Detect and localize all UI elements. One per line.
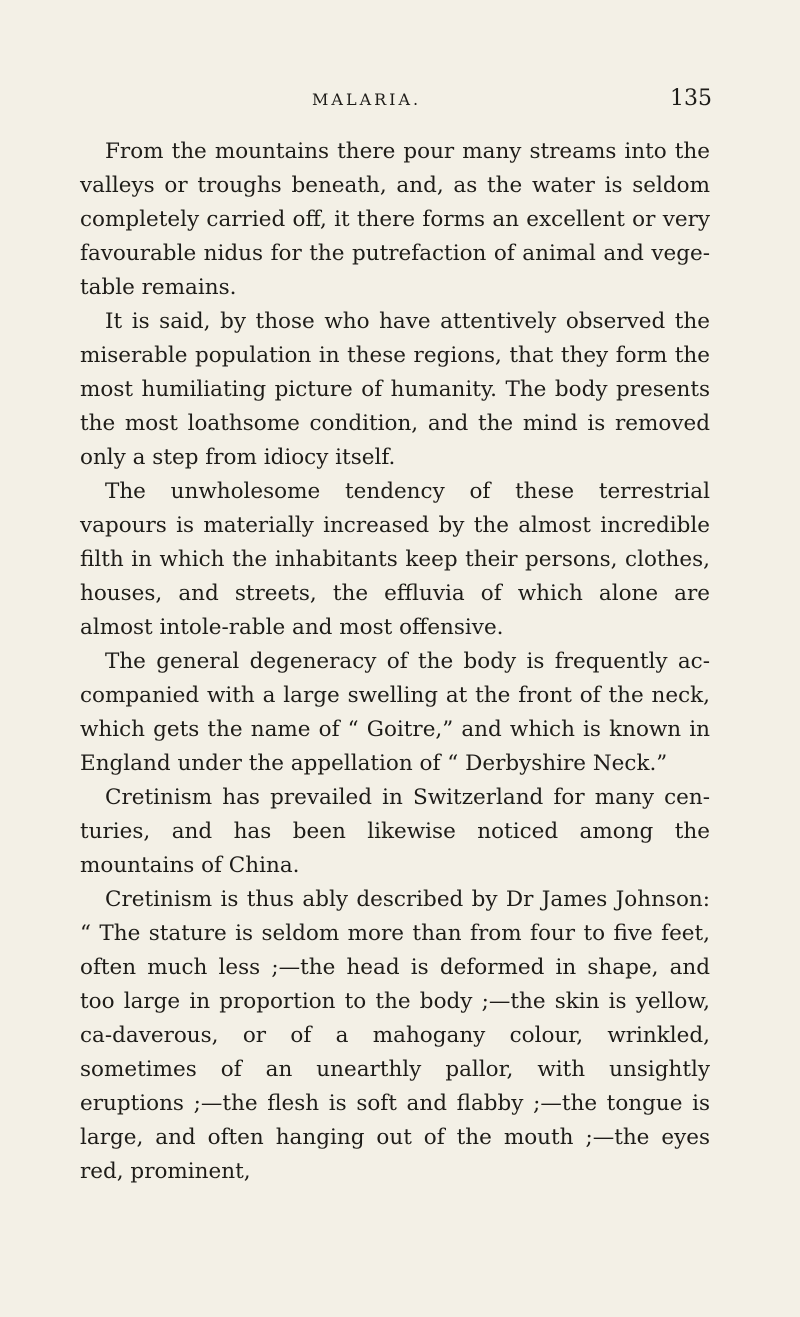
paragraph-unwholesome-tendency: The unwholesome tendency of these terrestrial vapours is materially increased by the almost incredible filth in which the inhabitants keep their persons, clothes, houses, and streets, the effluvia of which alone are almost intole-rable and most offensive. bbox=[80, 479, 710, 640]
paragraph-goitre: The general degeneracy of the body is frequently ac-companied with a large swelling at the front of the neck, which gets the name of “ Goitre,” and which is known in England under the appellation of “ Derbyshire Neck.” bbox=[80, 649, 710, 776]
body-text bbox=[80, 135, 710, 1189]
paragraph-cretinism-description: Cretinism is thus ably described by Dr James Johnson: “ The stature is seldom more than from four to five feet, often much less ;—the head is deformed in shape, and too large in proportion to the body ;—the skin is yellow, ca-daverous, or of a mahogany colour, wrinkled, sometimes of an unearthly pallor, with unsightly eruptions ;—the flesh is soft and flabby ;—the tongue is large, and often hanging out of the mouth ;—the eyes red, prominent, bbox=[80, 887, 710, 1184]
paragraph-cretinism-switzerland: Cretinism has prevailed in Switzerland for many cen-turies, and has been likewise noticed among the mountains of China. bbox=[80, 785, 710, 878]
running-title: MALARIA. bbox=[312, 90, 422, 109]
running-head bbox=[312, 86, 712, 116]
paragraph-mountain-streams: From the mountains there pour many streams into the valleys or troughs beneath, and, as the water is seldom completely carried off, it there forms an excellent or very favourable nidus for the putrefaction of animal and vege-table remains. bbox=[80, 139, 710, 300]
paragraph-miserable-population: It is said, by those who have attentively observed the miserable population in these regions, that they form the most humiliating picture of humanity. The body presents the most loathsome condition, and the mind is removed only a step from idiocy itself. bbox=[80, 309, 710, 470]
page-number: 135 bbox=[670, 86, 712, 111]
